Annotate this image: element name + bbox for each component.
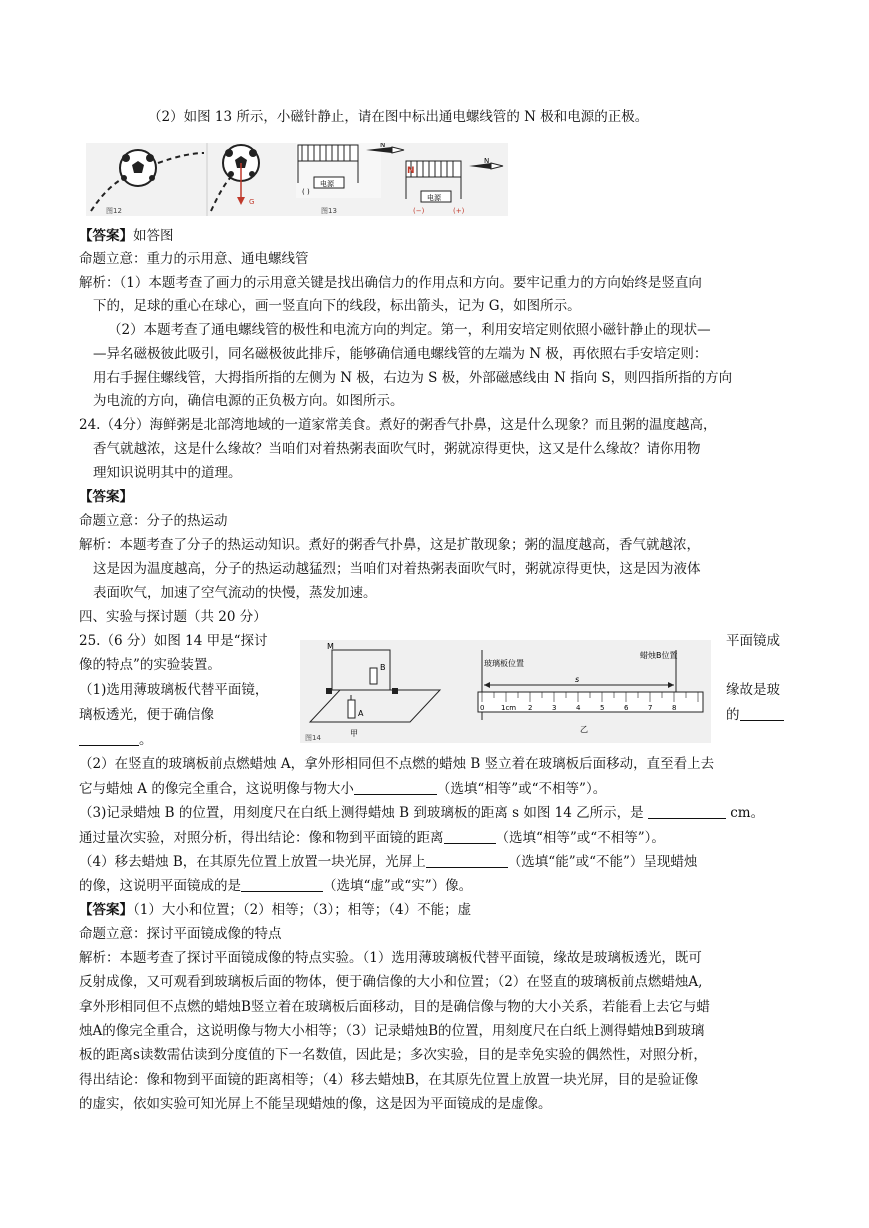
figure-14-drawing xyxy=(300,640,711,743)
q25-analysis-line3: 拿外形相同但不点燃的蜡烛B竖立着在玻璃板后面移动，目的是确信像与物的大小关系，若能看上去它与蜡 xyxy=(79,999,710,1015)
q25-analysis-line5: 板的距离s读数需估读到分度值的下一名数值，因此是；多次实验，目的是幸免实验的偶然性，对照分析， xyxy=(79,1047,707,1063)
q24-analysis-line3: 表面吹气，加速了空气流动的快慢，蒸发加速。 xyxy=(93,585,377,601)
q25-line4a: 璃板透光，便于确信像 xyxy=(79,707,214,723)
q25-intent: 命题立意：探讨平面镜成像的特点 xyxy=(79,926,282,942)
blank-1-part1[interactable] xyxy=(740,706,784,721)
q24-line2: 香气就越浓，这是什么缘故？当咱们对着热粥表面吹气时，粥就凉得更快，这又是什么缘故？请你用物 xyxy=(93,441,701,457)
answer-power-label: 电源 xyxy=(427,194,441,202)
q23-intent: 命题立意：重力的示用意、通电螺线管 xyxy=(79,251,309,267)
q25-line5-text: 。 xyxy=(139,732,153,748)
answer-plus: (+) xyxy=(453,207,465,215)
figure-12-13-drawing xyxy=(86,143,508,216)
q25-line3b: 缘故是玻 xyxy=(726,682,780,698)
q24-line3: 理知识说明其中的道理。 xyxy=(93,465,242,481)
blank-6[interactable] xyxy=(241,877,323,892)
q25-line4b xyxy=(726,705,784,725)
q23-analysis-line5: 用右手握住螺线管，大拇指所指的左侧为 N 极，右边为 S 极，外部磁感线由 N 指向 S，则四指所指的方向 xyxy=(93,370,733,386)
fig14-caption: 图14 xyxy=(305,734,321,742)
fig14-label-b: B xyxy=(380,663,386,672)
fig14-label-m: M xyxy=(327,642,334,651)
fig13-caption: 图13 xyxy=(321,207,337,215)
answer-minus: (−) xyxy=(413,207,425,215)
ruler-tick-4: 4 xyxy=(576,704,581,712)
q25-part4-line1 xyxy=(79,852,697,872)
ruler-tick-3: 3 xyxy=(552,704,557,712)
ruler-tick-7: 7 xyxy=(648,704,653,712)
answer-n-pole: N xyxy=(407,166,415,176)
fig13-paren-left: ( ) xyxy=(302,188,310,196)
ruler-tick-5: 5 xyxy=(600,704,605,712)
q25-line3a: （1)选用薄玻璃板代替平面镜， xyxy=(79,682,269,698)
ruler-tick-0: 0 xyxy=(480,704,485,712)
figure-14 xyxy=(300,640,711,743)
q25-part3-conclusion: 通过量次实验，对照分析，得出结论：像和物到平面镜的距离 xyxy=(79,830,444,846)
q25-part3-unit: cm。 xyxy=(730,805,765,821)
q23-analysis-line6: 为电流的方向，确信电源的正负极方向。如图所示。 xyxy=(93,393,404,409)
q23-analysis-line4: —异名磁极彼此吸引，同名磁极彼此排斥，能够确信通电螺线管的左端为 N 极，再依照右手安培定则： xyxy=(93,346,708,362)
fig14-label-a: A xyxy=(358,709,364,718)
q24-analysis-line1: 解析：本题考查了分子的热运动知识。煮好的粥香气扑鼻，这是扩散现象；粥的温度越高，香气就越浓， xyxy=(79,537,700,553)
q25-analysis-line2: 反射成像，又可观看到玻璃板后面的物体，便于确信像的大小和位置；（2）在竖直的玻璃板前点燃蜡烛A, xyxy=(79,974,703,990)
q25-part2-line2 xyxy=(79,779,606,799)
q25-part3-hint: （选填“相等”或“不相等”）。 xyxy=(495,830,665,846)
q23-answer: 如答图 xyxy=(133,228,174,244)
fig13-power-label: 电源 xyxy=(320,180,334,188)
answer-needle-n: N xyxy=(484,157,490,165)
q25-part2-hint: （选填“相等”或“不相等”）。 xyxy=(436,781,607,797)
q25-line5 xyxy=(79,730,153,750)
fig14-label-yi: 乙 xyxy=(580,725,588,734)
q24-analysis-line2: 这是因为温度越高，分子的热运动越猛烈；当咱们对着热粥表面吹气时，粥就凉得更快，这是因为液体 xyxy=(93,561,701,577)
section-4-heading: 四、实验与探讨题（共 20 分） xyxy=(79,609,267,625)
question-23-part2: （2）如图 13 所示，小磁针静止，请在图中标出通电螺线管的 N 极和电源的正极。 xyxy=(148,109,649,125)
fig14-candle-b-label: 蜡烛B位置 xyxy=(640,651,678,660)
q23-analysis-line2: 下的，足球的重心在球心，画一竖直向下的线段，标出箭头，记为 G，如图所示。 xyxy=(93,298,581,314)
q25-part4-hint: （选填“能”或“不能”）呈现蜡烛 xyxy=(507,854,698,870)
q25-line2: 像的特点”的实验装置。 xyxy=(79,657,221,673)
q25-answer-tag: 【答案】 xyxy=(79,902,133,918)
q25-line1a: 25.（6 分）如图 14 甲是“探讨 xyxy=(79,633,268,649)
ruler-tick-6: 6 xyxy=(624,704,629,712)
answer-tag: 【答案】 xyxy=(79,228,133,244)
q25-part3-text: （3)记录蜡烛 B 的位置，用刻度尺在白纸上测得蜡烛 B 到玻璃板的距离 s 如图 14 乙所示，是 xyxy=(79,805,644,821)
ruler-unit: 1cm xyxy=(501,704,517,712)
ruler-tick-2: 2 xyxy=(528,704,533,712)
q24-line1: 24.（4分）海鲜粥是北部湾地域的一道家常美食。煮好的粥香气扑鼻，这是什么现象？而且粥的温度越高， xyxy=(79,417,717,433)
q25-part4-line2 xyxy=(79,876,472,896)
q25-part2-text: 它与蜡烛 A 的像完全重合，这说明像与物大小 xyxy=(79,781,354,797)
q23-answer-line xyxy=(79,226,174,246)
gravity-label: G xyxy=(249,198,255,206)
q23-analysis-line3: （2）本题考查了通电螺线管的极性和电流方向的判定。第一，利用安培定则依照小磁针静止的现状— xyxy=(108,322,711,338)
fig14-label-jia: 甲 xyxy=(350,729,358,738)
fig14-s-label: s xyxy=(575,675,580,684)
q25-line1b: 平面镜成 xyxy=(726,633,780,649)
figure-12-13 xyxy=(86,143,508,216)
q25-answer: （1）大小和位置；（2）相等；（3）；相等；（4）不能；虚 xyxy=(133,902,472,918)
blank-2[interactable] xyxy=(354,780,437,795)
blank-4[interactable] xyxy=(444,829,496,844)
q25-part4-text2: 的像，这说明平面镜成的是 xyxy=(79,878,241,894)
q25-part4-hint2: （选填“虚”或“实”）像。 xyxy=(323,878,473,894)
blank-1-part2[interactable] xyxy=(79,731,139,746)
q25-analysis-line4: 烛A的像完全重合，这说明像与物大小相等；（3）记录蜡烛B的位置，用刻度尺在白纸上测得蜡烛B到玻璃 xyxy=(79,1023,705,1039)
q24-intent: 命题立意：分子的热运动 xyxy=(79,513,228,529)
q25-part4-text: （4）移去蜡烛 B，在其原先位置上放置一块光屏，光屏上 xyxy=(79,854,426,870)
q25-analysis-line6: 得出结论：像和物到平面镜的距离相等；（4）移去蜡烛B，在其原先位置上放置一块光屏，目的是验证像 xyxy=(79,1072,699,1088)
q25-answer-line xyxy=(79,900,471,920)
ruler-tick-8: 8 xyxy=(672,704,677,712)
q24-answer-tag: 【答案】 xyxy=(79,489,133,505)
fig12-caption: 图12 xyxy=(106,207,122,215)
blank-5[interactable] xyxy=(426,853,508,868)
q25-line4b-text: 的 xyxy=(726,707,740,723)
q25-analysis-line1: 解析：本题考查了探讨平面镜成像的特点实验。（1）选用薄玻璃板代替平面镜，缘故是玻璃板透光，既可 xyxy=(79,950,702,966)
q25-analysis-line7: 的虚实，依如实验可知光屏上不能呈现蜡烛的像，这是因为平面镜成的是虚像。 xyxy=(79,1096,552,1112)
q25-part2-line1: （2）在竖直的玻璃板前点燃蜡烛 A，拿外形相同但不点燃的蜡烛 B 竖立着在玻璃板后面移动，直至看上去 xyxy=(79,756,715,772)
blank-3[interactable] xyxy=(648,804,726,819)
fig14-glass-label: 玻璃板位置 xyxy=(484,659,524,668)
q25-part3-line2 xyxy=(79,828,665,848)
q23-analysis-line1: 解析：（1）本题考查了画力的示用意关键是找出确信力的作用点和方向。要牢记重力的方向始终是竖直向 xyxy=(79,275,702,291)
q25-part3-line1 xyxy=(79,803,764,823)
fig13-n-label: N xyxy=(380,143,386,149)
